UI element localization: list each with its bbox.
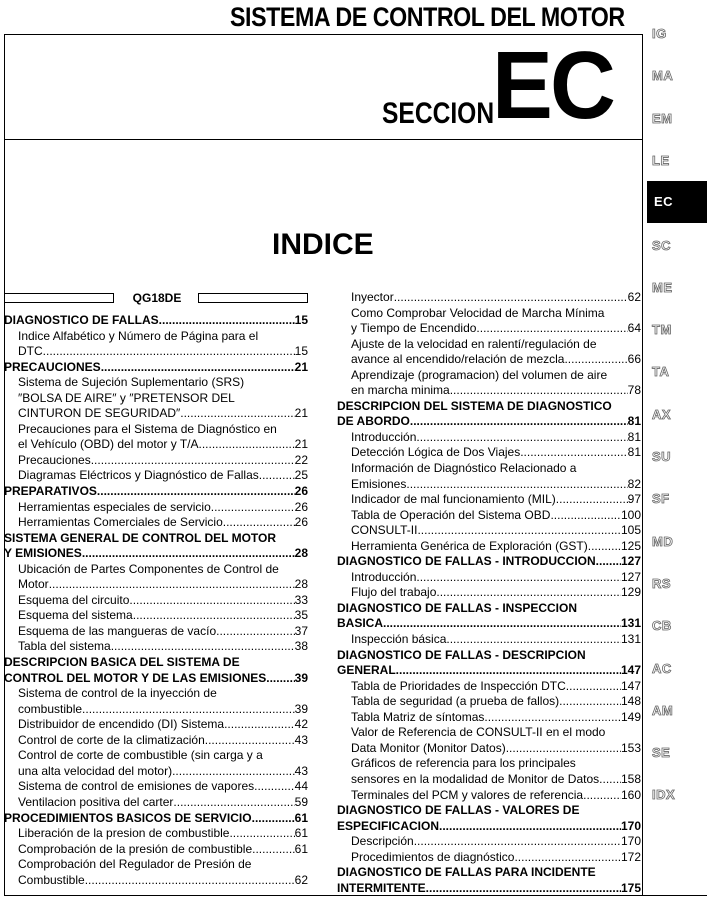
- toc-entry-title: Ajuste de la velocidad en ralentí/regulación de: [351, 336, 597, 351]
- toc-entry-title: Información de Diagnóstico Relacionado a: [351, 461, 577, 476]
- toc-page-number: 160: [620, 787, 641, 802]
- section-tab-cb[interactable]: CB: [652, 618, 672, 634]
- toc-entry[interactable]: [4, 375, 308, 422]
- toc-entry-title: Valor de Referencia de CONSULT-II en el modo: [351, 725, 606, 740]
- toc-page-number: 81: [627, 414, 641, 429]
- toc-entry-title: CONTROL DEL MOTOR Y DE LAS EMISIONES: [4, 670, 267, 685]
- toc-leader-dots: [205, 733, 295, 749]
- toc-leader-dots: [426, 881, 621, 897]
- toc-page-number: 100: [620, 507, 641, 522]
- toc-entry[interactable]: [337, 679, 641, 695]
- toc-leader-dots: [180, 406, 294, 422]
- toc-page-number: 62: [627, 290, 641, 304]
- toc-entry-title: Inyector: [351, 290, 394, 304]
- toc-entry-title: Distribuidor de encendido (DI) Sistema: [18, 717, 225, 732]
- section-tab-ma[interactable]: MA: [652, 68, 674, 84]
- toc-entry-title: SISTEMA GENERAL DE CONTROL DEL MOTOR: [4, 530, 277, 545]
- section-tab-em[interactable]: EM: [652, 110, 673, 126]
- toc-leader-dots: [416, 430, 627, 446]
- toc-page-number: 26: [294, 484, 308, 499]
- toc-leader-dots: [224, 717, 295, 733]
- toc-entry-title: DESCRIPCION DEL SISTEMA DE DIAGNOSTICO: [337, 398, 612, 413]
- toc-entry[interactable]: [4, 453, 308, 469]
- toc-leader-dots: [199, 437, 295, 453]
- toc-entry[interactable]: [337, 850, 641, 866]
- toc-entry[interactable]: [4, 717, 308, 733]
- toc-leader-dots: [43, 344, 295, 360]
- toc-entry[interactable]: [4, 360, 308, 376]
- toc-entry-title: Introducción: [351, 569, 417, 584]
- toc-entry-title: DIAGNOSTICO DE FALLAS - DESCRIPCION: [337, 647, 586, 662]
- section-tab-se[interactable]: SE: [652, 745, 671, 761]
- toc-page-number: 81: [627, 445, 641, 460]
- section-tab-sf[interactable]: SF: [652, 491, 670, 507]
- engine-bar-right-box: [198, 293, 308, 303]
- toc-page-number: 172: [620, 849, 641, 864]
- toc-entry-title: CONSULT-II: [351, 523, 418, 538]
- toc-entry-title: Control de corte de la climatización: [18, 732, 205, 747]
- toc-page-number: 62: [294, 872, 308, 887]
- toc-leader-dots: [91, 453, 295, 469]
- toc-page-number: 129: [620, 585, 641, 600]
- toc-entry[interactable]: [337, 803, 641, 834]
- toc-entry[interactable]: [4, 593, 308, 609]
- toc-entry-title: INTERMITENTE: [337, 880, 426, 895]
- toc-entry-title: Procedimientos de diagnóstico: [351, 849, 515, 864]
- toc-entry[interactable]: [4, 484, 308, 500]
- toc-page-number: 125: [620, 538, 641, 553]
- toc-page-number: 59: [294, 794, 308, 809]
- toc-entry[interactable]: [4, 329, 308, 360]
- toc-entry[interactable]: [337, 461, 641, 492]
- toc-entry[interactable]: [4, 515, 308, 531]
- toc-leader-dots: [506, 741, 621, 757]
- toc-entry[interactable]: [337, 865, 641, 896]
- toc-entry-title: Detección Lógica de Dos Viajes: [351, 445, 521, 460]
- toc-page-number: 39: [294, 701, 308, 716]
- toc-entry-title: DE ABORDO: [337, 414, 410, 429]
- toc-right-column: [337, 290, 641, 896]
- toc-entry-title: y Tiempo de Encendido: [351, 321, 477, 336]
- toc-entry-title: Ventilacion positiva del carter: [18, 794, 174, 809]
- toc-entry-title: CINTURON DE SEGURIDAD″: [18, 406, 181, 421]
- toc-page-number: 26: [294, 499, 308, 514]
- toc-entry-title: DIAGNOSTICO DE FALLAS: [4, 313, 159, 327]
- toc-leader-dots: [101, 360, 295, 376]
- toc-page-number: 35: [294, 608, 308, 623]
- toc-leader-dots: [450, 383, 628, 399]
- toc-entry[interactable]: [4, 639, 308, 655]
- toc-entry[interactable]: [337, 756, 641, 787]
- toc-leader-dots: [254, 779, 295, 795]
- toc-entry-title: Inspección básica: [351, 632, 447, 647]
- toc-entry[interactable]: [4, 686, 308, 717]
- toc-leader-dots: [82, 702, 295, 718]
- section-tab-idx[interactable]: IDX: [652, 787, 676, 803]
- toc-page-number: 170: [620, 834, 641, 849]
- toc-page-number: 21: [294, 406, 308, 421]
- toc-leader-dots: [514, 850, 621, 866]
- toc-leader-dots: [383, 616, 621, 632]
- toc-page-number: 148: [620, 694, 641, 709]
- toc-leader-dots: [173, 795, 294, 811]
- toc-page-number: 28: [294, 577, 308, 592]
- toc-entry[interactable]: [337, 710, 641, 726]
- toc-page-number: 147: [620, 678, 641, 693]
- toc-leader-dots: [252, 811, 295, 827]
- toc-leader-dots: [599, 772, 621, 788]
- toc-entry[interactable]: [337, 539, 641, 555]
- toc-page-number: 97: [627, 492, 641, 507]
- toc-leader-dots: [596, 554, 621, 570]
- toc-entry-title: Y EMISIONES: [4, 546, 82, 561]
- toc-entry-title: Combustible: [18, 872, 85, 887]
- toc-left-column: [4, 313, 308, 888]
- toc-page-number: 147: [620, 663, 641, 678]
- toc-entry[interactable]: [337, 430, 641, 446]
- toc-entry-title: Emisiones: [351, 476, 407, 491]
- toc-entry-title: Sistema de control de emisiones de vapores: [18, 779, 255, 794]
- engine-bar-left-box: [4, 293, 114, 303]
- toc-entry-title: DTC: [18, 344, 43, 359]
- toc-entry-title: Precauciones: [18, 452, 91, 467]
- toc-page-number: 127: [620, 569, 641, 584]
- toc-leader-dots: [172, 764, 295, 780]
- toc-leader-dots: [410, 414, 628, 430]
- toc-entry[interactable]: [4, 531, 308, 562]
- toc-entry-title: Como Comprobar Velocidad de Marcha Mínima: [351, 305, 605, 320]
- toc-page-number: 66: [627, 352, 641, 367]
- toc-entry-title: Herramientas especiales de servicio: [18, 499, 211, 514]
- toc-entry[interactable]: [4, 313, 308, 329]
- toc-entry-title: Herramientas Comerciales de Servicio: [18, 515, 223, 530]
- toc-page-number: 15: [294, 313, 308, 327]
- toc-page-number: 25: [294, 468, 308, 483]
- toc-entry[interactable]: [337, 523, 641, 539]
- toc-leader-dots: [97, 484, 295, 500]
- toc-leader-dots: [49, 577, 295, 593]
- toc-entry-title: ″BOLSA DE AIRE″ y ″PRETENSOR DEL: [18, 390, 235, 405]
- toc-page-number: 64: [627, 321, 641, 336]
- toc-entry[interactable]: [4, 811, 308, 827]
- toc-entry[interactable]: [4, 500, 308, 516]
- toc-leader-dots: [476, 321, 627, 337]
- toc-entry-title: Diagramas Eléctricos y Diagnóstico de Fallas: [18, 468, 259, 483]
- toc-leader-dots: [583, 788, 621, 804]
- toc-leader-dots: [85, 873, 295, 889]
- toc-page-number: 44: [294, 779, 308, 794]
- toc-entry-title: Tabla Matriz de síntomas: [351, 709, 485, 724]
- toc-leader-dots: [439, 819, 621, 835]
- toc-entry-title: Introducción: [351, 429, 417, 444]
- toc-leader-dots: [559, 694, 621, 710]
- toc-entry-title: Terminales del PCM y valores de referencia: [351, 787, 584, 802]
- toc-entry[interactable]: [337, 585, 641, 601]
- toc-page-number: 28: [294, 546, 308, 561]
- toc-page-number: 131: [620, 616, 641, 631]
- toc-entry-title: PROCEDIMIENTOS BASICOS DE SERVICIO: [4, 810, 252, 825]
- toc-page-number: 61: [294, 810, 308, 825]
- toc-entry-title: Aprendizaje (programacion) del volumen de aire: [351, 367, 608, 382]
- toc-page-number: 175: [620, 880, 641, 895]
- toc-entry-title: Sistema de Sujeción Suplementario (SRS): [18, 375, 245, 390]
- toc-leader-dots: [216, 624, 295, 640]
- toc-page-number: 22: [294, 452, 308, 467]
- toc-page-number: 39: [294, 670, 308, 685]
- toc-entry[interactable]: [337, 368, 641, 399]
- toc-page-number: 21: [294, 359, 308, 374]
- toc-leader-dots: [211, 500, 295, 516]
- toc-leader-dots: [564, 352, 627, 368]
- toc-entry-title: Tabla del sistema: [18, 639, 111, 654]
- section-tab-ac[interactable]: AC: [652, 660, 672, 676]
- toc-entry[interactable]: [337, 337, 641, 368]
- section-tab-su[interactable]: SU: [652, 449, 672, 464]
- toc-leader-dots: [550, 508, 621, 524]
- toc-entry-title: en marcha minima: [351, 383, 450, 398]
- toc-entry[interactable]: [337, 788, 641, 804]
- toc-entry[interactable]: [337, 554, 641, 570]
- toc-entry[interactable]: [337, 632, 641, 648]
- section-code: EC: [492, 32, 613, 139]
- toc-entry-title: DIAGNOSTICO DE FALLAS PARA INCIDENTE: [337, 865, 596, 880]
- toc-page-number: 43: [294, 732, 308, 747]
- section-tab-rs[interactable]: RS: [652, 575, 672, 591]
- toc-page-number: 26: [294, 515, 308, 530]
- toc-entry[interactable]: [4, 655, 308, 686]
- toc-entry-title: Esquema del circuito: [18, 592, 130, 607]
- toc-page-number: 170: [620, 818, 641, 833]
- toc-entry[interactable]: [4, 857, 308, 888]
- toc-entry-title: Sistema de control de la inyección de: [18, 686, 217, 701]
- toc-leader-dots: [416, 570, 621, 586]
- toc-page-number: 38: [294, 639, 308, 654]
- toc-entry[interactable]: [337, 492, 641, 508]
- toc-entry-title: Gráficos de referencia para los principales: [351, 756, 576, 771]
- toc-page-number: 15: [294, 344, 308, 359]
- toc-entry-title: GENERAL: [337, 663, 396, 678]
- toc-entry[interactable]: [337, 570, 641, 586]
- toc-entry-title: Comprobación de la presión de combustible: [18, 841, 253, 856]
- toc-page-number: 131: [620, 632, 641, 647]
- toc-page-number: 105: [620, 523, 641, 538]
- toc-entry-title: combustible: [18, 701, 83, 716]
- toc-page-number: 61: [294, 826, 308, 841]
- toc-leader-dots: [159, 313, 295, 329]
- toc-leader-dots: [406, 477, 627, 493]
- toc-entry-title: Tabla de Operación del Sistema OBD: [351, 507, 551, 522]
- toc-leader-dots: [446, 632, 621, 648]
- toc-leader-dots: [414, 834, 621, 850]
- toc-leader-dots: [259, 468, 295, 484]
- toc-entry-title: Motor: [18, 577, 49, 592]
- section-tab-tm[interactable]: TM: [652, 322, 672, 338]
- toc-entry-title: DIAGNOSTICO DE FALLAS - VALORES DE: [337, 803, 580, 818]
- toc-entry[interactable]: [337, 694, 641, 710]
- toc-entry-title: el Vehículo (OBD) del motor y T/A: [18, 437, 199, 452]
- toc-entry-title: sensores en la modalidad de Monitor de Datos: [351, 771, 600, 786]
- section-tab-le[interactable]: LE: [652, 152, 670, 168]
- toc-entry[interactable]: [4, 624, 308, 640]
- toc-entry-title: DESCRIPCION BASICA DEL SISTEMA DE: [4, 655, 240, 670]
- toc-page-number: 61: [294, 841, 308, 856]
- toc-page-number: 42: [294, 717, 308, 732]
- toc-entry-title: Liberación de la presion de combustible: [18, 826, 230, 841]
- toc-entry-title: Descripción: [351, 834, 414, 849]
- toc-page-number: 21: [294, 437, 308, 452]
- toc-entry-title: avance al encendido/relación de mezcla: [351, 352, 565, 367]
- toc-entry-title: BASICA: [337, 616, 384, 631]
- toc-leader-dots: [129, 593, 294, 609]
- toc-entry-title: Ubicación de Partes Componentes de Control de: [18, 561, 279, 576]
- toc-entry[interactable]: [4, 779, 308, 795]
- toc-entry-title: Precauciones para el Sistema de Diagnóstico en: [18, 421, 277, 436]
- toc-leader-dots: [229, 826, 294, 842]
- toc-entry-title: PRECAUCIONES: [4, 359, 101, 374]
- toc-entry-title: Data Monitor (Monitor Datos): [351, 740, 506, 755]
- toc-entry-title: PREPARATIVOS: [4, 484, 97, 499]
- engine-code: QG18DE: [132, 291, 182, 305]
- toc-page-number: 153: [620, 740, 641, 755]
- toc-entry[interactable]: [337, 290, 641, 306]
- toc-entry[interactable]: [4, 826, 308, 842]
- toc-entry[interactable]: [337, 306, 641, 337]
- section-tab-ta[interactable]: TA: [652, 364, 670, 380]
- toc-page-number: 43: [294, 763, 308, 778]
- toc-entry[interactable]: [4, 733, 308, 749]
- toc-leader-dots: [266, 671, 294, 687]
- toc-entry[interactable]: [337, 648, 641, 679]
- section-tab-md[interactable]: MD: [652, 533, 674, 549]
- toc-leader-dots: [436, 585, 621, 601]
- toc-entry[interactable]: [337, 399, 641, 430]
- toc-leader-dots: [252, 842, 295, 858]
- toc-entry[interactable]: [4, 748, 308, 779]
- toc-entry[interactable]: [337, 834, 641, 850]
- toc-entry-title: Indicador de mal funcionamiento (MIL): [351, 492, 556, 507]
- toc-entry[interactable]: [4, 422, 308, 453]
- toc-entry[interactable]: [337, 601, 641, 632]
- toc-leader-dots: [520, 445, 627, 461]
- seccion-label: SECCION: [382, 97, 495, 130]
- section-tab-am[interactable]: AM: [652, 702, 674, 718]
- toc-page-number: 33: [294, 592, 308, 607]
- toc-entry-title: Tabla de Prioridades de Inspección DTC: [351, 678, 566, 693]
- toc-leader-dots: [133, 608, 295, 624]
- toc-leader-dots: [556, 492, 628, 508]
- toc-entry[interactable]: [4, 842, 308, 858]
- header-divider: [4, 139, 643, 140]
- toc-entry-title: Control de corte de combustible (sin carga y a: [18, 748, 263, 763]
- index-title: INDICE: [272, 228, 374, 261]
- toc-entry[interactable]: [4, 795, 308, 811]
- toc-entry[interactable]: [4, 562, 308, 593]
- toc-entry[interactable]: [4, 608, 308, 624]
- section-tab-sc[interactable]: SC: [652, 237, 672, 253]
- toc-entry-title: ESPECIFICACION: [337, 818, 440, 833]
- toc-entry-title: una alta velocidad del motor): [18, 763, 173, 778]
- engine-code-bar: [4, 291, 314, 305]
- section-tab-ec[interactable]: EC: [647, 181, 707, 223]
- toc-page-number: 127: [620, 554, 641, 569]
- toc-page-number: 158: [620, 771, 641, 786]
- toc-leader-dots: [588, 539, 621, 555]
- toc-entry-title: Tabla de seguridad (a prueba de fallos): [351, 694, 560, 709]
- toc-entry-title: Comprobación del Regulador de Presión de: [18, 857, 252, 872]
- toc-page-number: 149: [620, 709, 641, 724]
- toc-entry-title: DIAGNOSTICO DE FALLAS - INTRODUCCION: [337, 554, 596, 569]
- toc-leader-dots: [223, 515, 295, 531]
- toc-leader-dots: [111, 639, 295, 655]
- toc-leader-dots: [82, 546, 295, 562]
- toc-entry[interactable]: [4, 468, 308, 484]
- toc-page-number: 82: [627, 476, 641, 491]
- toc-page-number: 78: [627, 383, 641, 398]
- toc-page-number: 37: [294, 623, 308, 638]
- toc-entry-title: Esquema de las mangueras de vacío: [18, 623, 217, 638]
- toc-leader-dots: [417, 523, 621, 539]
- toc-page-number: 81: [627, 429, 641, 444]
- section-tab-me[interactable]: ME: [652, 279, 673, 295]
- toc-leader-dots: [566, 679, 621, 695]
- toc-entry-title: Indice Alfabético y Número de Página para el: [18, 328, 259, 343]
- toc-entry-title: DIAGNOSTICO DE FALLAS - INSPECCION: [337, 600, 578, 615]
- toc-leader-dots: [394, 290, 628, 306]
- section-tab-ig[interactable]: IG: [652, 26, 667, 41]
- toc-entry-title: Esquema del sistema: [18, 608, 133, 623]
- toc-entry-title: Flujo del trabajo: [351, 585, 437, 600]
- tab-bottom-rule: [643, 895, 707, 896]
- page-header-title: SISTEMA DE CONTROL DEL MOTOR: [230, 2, 625, 32]
- toc-entry[interactable]: [337, 445, 641, 461]
- toc-entry-title: Herramienta Genérica de Exploración (GST): [351, 538, 588, 553]
- section-tab-ax[interactable]: AX: [652, 406, 672, 422]
- toc-leader-dots: [484, 710, 621, 726]
- toc-entry[interactable]: [337, 725, 641, 756]
- toc-entry[interactable]: [337, 508, 641, 524]
- toc-leader-dots: [396, 663, 621, 679]
